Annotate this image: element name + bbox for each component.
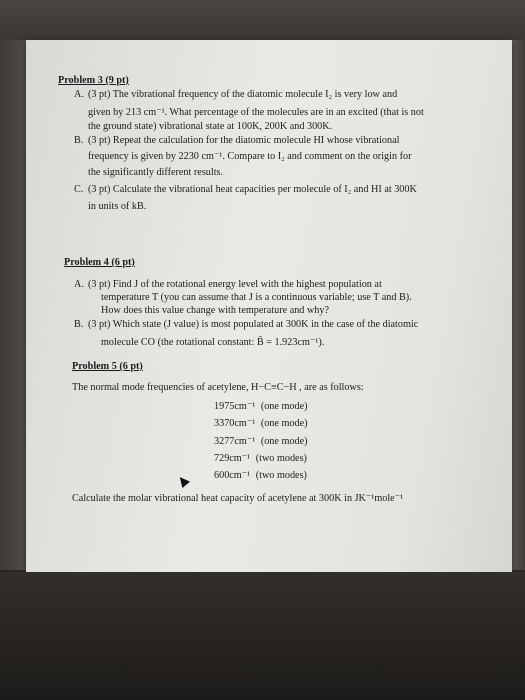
problem-3b-line-1: (3 pt) Repeat the calculation for the diatomic molecule HI whose vibrational bbox=[88, 135, 400, 146]
mode-frequency: 729cm⁻¹ bbox=[214, 452, 251, 464]
mode-count: (one mode) bbox=[260, 435, 308, 447]
problem-4b bbox=[74, 318, 86, 331]
mode-count: (two modes) bbox=[255, 470, 307, 482]
problem-4b-label: B. bbox=[74, 319, 84, 330]
problem-4a-line-1: (3 pt) Find J of the rotational energy level with the highest population at bbox=[88, 279, 382, 290]
mode-frequency: 600cm⁻¹ bbox=[214, 470, 251, 482]
mode-row bbox=[214, 434, 311, 451]
problem-4b-line-2: molecule CO (the rotational constant: B̃ = 1.923cm⁻¹). bbox=[101, 337, 325, 348]
mode-frequency: 1975cm⁻¹ bbox=[214, 401, 256, 412]
problem-3a bbox=[74, 88, 86, 101]
problem-4a-line-2: temperature T (you can assume that J is a continuous variable; use T and B). bbox=[101, 292, 412, 303]
problem-4a bbox=[74, 278, 86, 291]
problem-3a-label: A. bbox=[74, 89, 84, 100]
problem-3c bbox=[74, 183, 86, 196]
problem-3a-line-1: (3 pt) The vibrational frequency of the diatomic molecule I₂ is very low and bbox=[88, 89, 398, 100]
mode-count: (one mode) bbox=[260, 418, 308, 430]
problem-4a-line-3: How does this value change with temperature and why? bbox=[101, 305, 330, 316]
mode-row bbox=[214, 451, 311, 468]
desk-surface bbox=[0, 572, 525, 700]
problem-3b-line-2: frequency is given by 2230 cm⁻¹. Compare to I₂ and comment on the origin for bbox=[88, 151, 412, 162]
problem-4-title: Problem 4 (6 pt) bbox=[64, 257, 135, 268]
problem-3-title: Problem 3 (9 pt) bbox=[58, 75, 129, 86]
problem-3a-line-3: the ground state) vibrational state at 100K, 200K and 300K. bbox=[88, 121, 333, 132]
mode-count: (two modes) bbox=[255, 452, 307, 464]
problem-3b-line-3: the significantly different results. bbox=[88, 167, 224, 178]
document-page bbox=[26, 40, 512, 572]
mode-row bbox=[214, 399, 311, 416]
problem-3b bbox=[74, 134, 86, 147]
problem-3c-line-2: in units of kB. bbox=[88, 201, 147, 212]
mode-row bbox=[214, 416, 311, 433]
mode-count: (one mode) bbox=[260, 401, 308, 412]
problem-3a-line-2: given by 213 cm⁻¹. What percentage of the molecules are in an excited (that is not bbox=[88, 107, 424, 118]
mode-list bbox=[214, 399, 311, 485]
problem-5-intro: The normal mode frequencies of acetylene, H−C≡C−H , are as follows: bbox=[72, 382, 364, 393]
problem-4b-line-1: (3 pt) Which state (J value) is most populated at 300K in the case of the diatomic bbox=[88, 319, 419, 330]
mode-row bbox=[214, 468, 311, 485]
problem-5-closing: Calculate the molar vibrational heat capacity of acetylene at 300K in JK⁻¹mole⁻¹ bbox=[72, 493, 404, 504]
mode-frequency: 3277cm⁻¹ bbox=[214, 435, 256, 447]
problem-5-title: Problem 5 (6 pt) bbox=[72, 361, 143, 372]
problem-4a-label: A. bbox=[74, 279, 84, 290]
mode-frequency: 3370cm⁻¹ bbox=[214, 418, 256, 430]
problem-3b-label: B. bbox=[74, 135, 84, 146]
problem-3c-line-1: (3 pt) Calculate the vibrational heat capacities per molecule of I₂ and HI at 300K bbox=[88, 184, 417, 195]
problem-3c-label: C. bbox=[74, 184, 84, 195]
